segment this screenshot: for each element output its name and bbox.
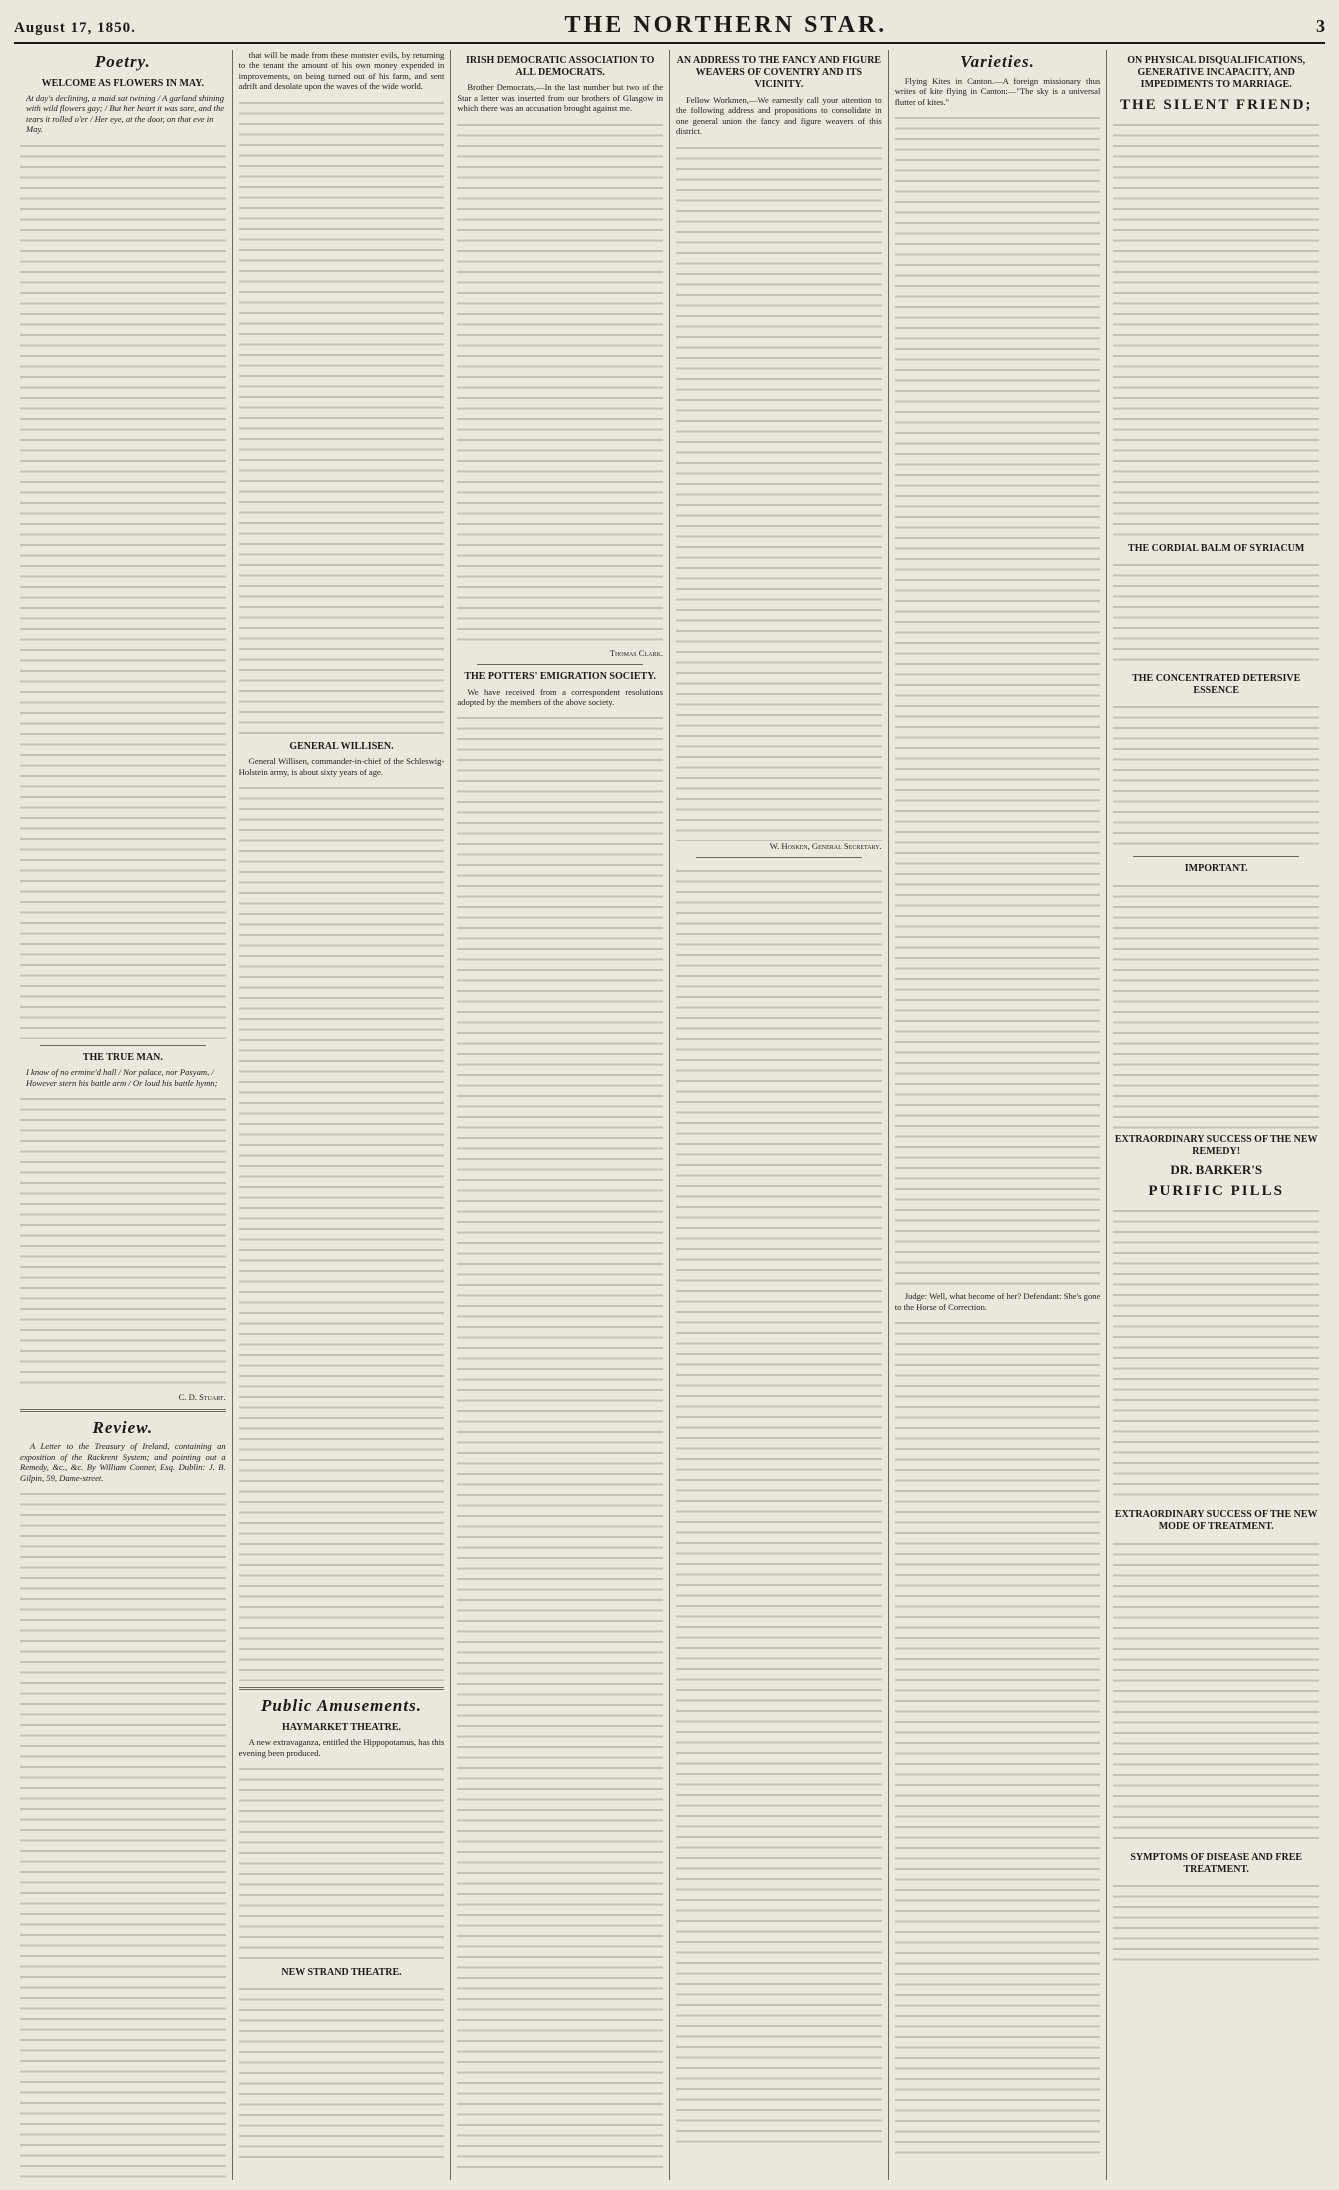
- col5-text1: Flying Kites in Canton.—A foreign missionary thus writes of kite flying in Canton:—"The sky is a universal flutter of kites.": [894, 75, 1101, 107]
- ad4-head: IMPORTANT.: [1184, 863, 1248, 875]
- col4-sign1: W. Hosken, General Secretary.: [769, 840, 882, 851]
- column-1: [14, 50, 233, 2180]
- col5-body1: [895, 111, 1101, 1291]
- col3-sign1: Thomas Clark.: [609, 647, 664, 658]
- col3-head1: IRISH DEMOCRATIC ASSOCIATION TO ALL DEMOCRATS.: [465, 55, 655, 79]
- column-4: [670, 50, 889, 2180]
- col2-body4: [239, 1982, 445, 2162]
- newspaper-title: THE NORTHERN STAR.: [564, 12, 888, 38]
- col4-body2: [676, 864, 882, 2144]
- divider: [20, 1409, 226, 1412]
- ad4-body: [1113, 879, 1319, 1129]
- col2-body1: [239, 96, 445, 736]
- section-public-amusements: Public Amusements.: [261, 1696, 422, 1716]
- col2-head1: GENERAL WILLISEN.: [289, 740, 394, 752]
- ad2-head: THE CORDIAL BALM OF SYRIACUM: [1128, 542, 1305, 554]
- column-2: [233, 50, 452, 2180]
- ad2-body: [1113, 558, 1319, 668]
- issue-date: August 17, 1850.: [14, 20, 136, 36]
- ad7-head: SYMPTOMS OF DISEASE AND FREE TREATMENT.: [1130, 1851, 1303, 1875]
- poem1-body: [20, 139, 226, 1039]
- col5-text2: Judge: Well, what become of her? Defendant: She's gone to the Horse of Correction.: [894, 1291, 1101, 1312]
- poem2-signature: C. D. Stuart.: [178, 1392, 226, 1403]
- col3-text1: Brother Democrats,—In the last number but two of the Star a letter was inserted from our brothers of Glasgow in which there was an accusation brought against me.: [457, 82, 664, 114]
- col3-body2: [457, 711, 663, 2171]
- column-5: [889, 50, 1108, 2180]
- ad1-title: THE SILENT FRIEND;: [1119, 96, 1313, 113]
- divider: [477, 664, 643, 665]
- col4-text1: Fellow Workmen,—We earnestly call your attention to the following address and propositions to consolidate in one general union the fancy and figure weavers of this district.: [676, 94, 882, 137]
- col2-text3: A new extravaganza, entitled the Hippopotamus, has this evening been produced.: [238, 1737, 445, 1758]
- col2-head2: HAYMARKET THEATRE.: [281, 1721, 402, 1733]
- section-review: Review.: [92, 1417, 154, 1437]
- page-number: 3: [1316, 16, 1325, 36]
- divider: [696, 857, 862, 858]
- col2-body2: [239, 781, 445, 1681]
- poem2-text: I know of no ermine'd hall / Nor palace, nor Pasyam, / However stern his battle arm / Or loud his battle hymn;: [26, 1067, 218, 1088]
- col3-head2: THE POTTERS' EMIGRATION SOCIETY.: [464, 671, 657, 683]
- col2-head3: NEW STRAND THEATRE.: [281, 1966, 402, 1978]
- review-intro: A Letter to the Treasury of Ireland, containing an exposition of the Rackrent System; and pointing out a Remedy, &c., &c. By William Conner, Esq. Dublin: J. B. Gilpin, 59, Dame-street.: [20, 1441, 226, 1483]
- col2-body3: [239, 1762, 445, 1962]
- poem1-text: At day's declining, a maid sat twining / A garland shining with wild flowers gay; / But her heart it was sore, and the tears it rolled o'er / Her eye, at the door, on that eve in May.: [26, 92, 225, 135]
- section-varieties: Varieties.: [960, 52, 1035, 71]
- col3-body1: [457, 118, 663, 648]
- masthead: [14, 12, 1325, 44]
- col2-text2: General Willisen, commander-in-chief of the Schleswig-Holstein army, is about sixty years of age.: [238, 756, 445, 777]
- column-3: [451, 50, 670, 2180]
- divider: [40, 1045, 206, 1046]
- ad6-head: EXTRAORDINARY SUCCESS OF THE NEW MODE OF TREATMENT.: [1114, 1509, 1318, 1533]
- ad5-body: [1113, 1204, 1319, 1504]
- columns: [14, 50, 1325, 2180]
- col4-head1: AN ADDRESS TO THE FANCY AND FIGURE WEAVERS OF COVENTRY AND ITS VICINITY.: [676, 55, 882, 91]
- ad3-head: THE CONCENTRATED DETERSIVE ESSENCE: [1132, 673, 1301, 697]
- poem1-title: WELCOME AS FLOWERS IN MAY.: [41, 77, 205, 89]
- review-body: [20, 1487, 226, 2180]
- ad6-body: [1113, 1537, 1319, 1847]
- column-6: [1107, 50, 1325, 2180]
- ad3-body: [1113, 700, 1319, 850]
- ad5-title: DR. BARKER'S: [1170, 1161, 1263, 1177]
- divider: [1133, 856, 1299, 857]
- poem2-body: [20, 1092, 226, 1392]
- ad1-head: ON PHYSICAL DISQUALIFICATIONS, GENERATIVE INCAPACITY, AND IMPEDIMENTS TO MARRIAGE.: [1127, 55, 1306, 91]
- ad1-body: [1113, 118, 1319, 538]
- col3-text2: We have received from a correspondent resolutions adopted by the members of the above society.: [457, 686, 664, 707]
- col5-body2: [895, 1316, 1101, 2156]
- poem2-title: THE TRUE MAN.: [82, 1051, 163, 1063]
- ad5-title2: PURIFIC PILLS: [1148, 1182, 1284, 1199]
- col2-text1: that will be made from these monster evils, by returning to the tenant the amount of his own money expended in improvements, on being turned out of his farm, and sent adrift and desolate upon the waves of the wide world.: [238, 50, 445, 92]
- section-poetry: Poetry.: [94, 52, 151, 71]
- divider: [239, 1687, 445, 1690]
- ad7-body: [1113, 1879, 1319, 1969]
- col4-body1: [676, 141, 882, 841]
- ad5-head: EXTRAORDINARY SUCCESS OF THE NEW REMEDY!: [1114, 1133, 1318, 1157]
